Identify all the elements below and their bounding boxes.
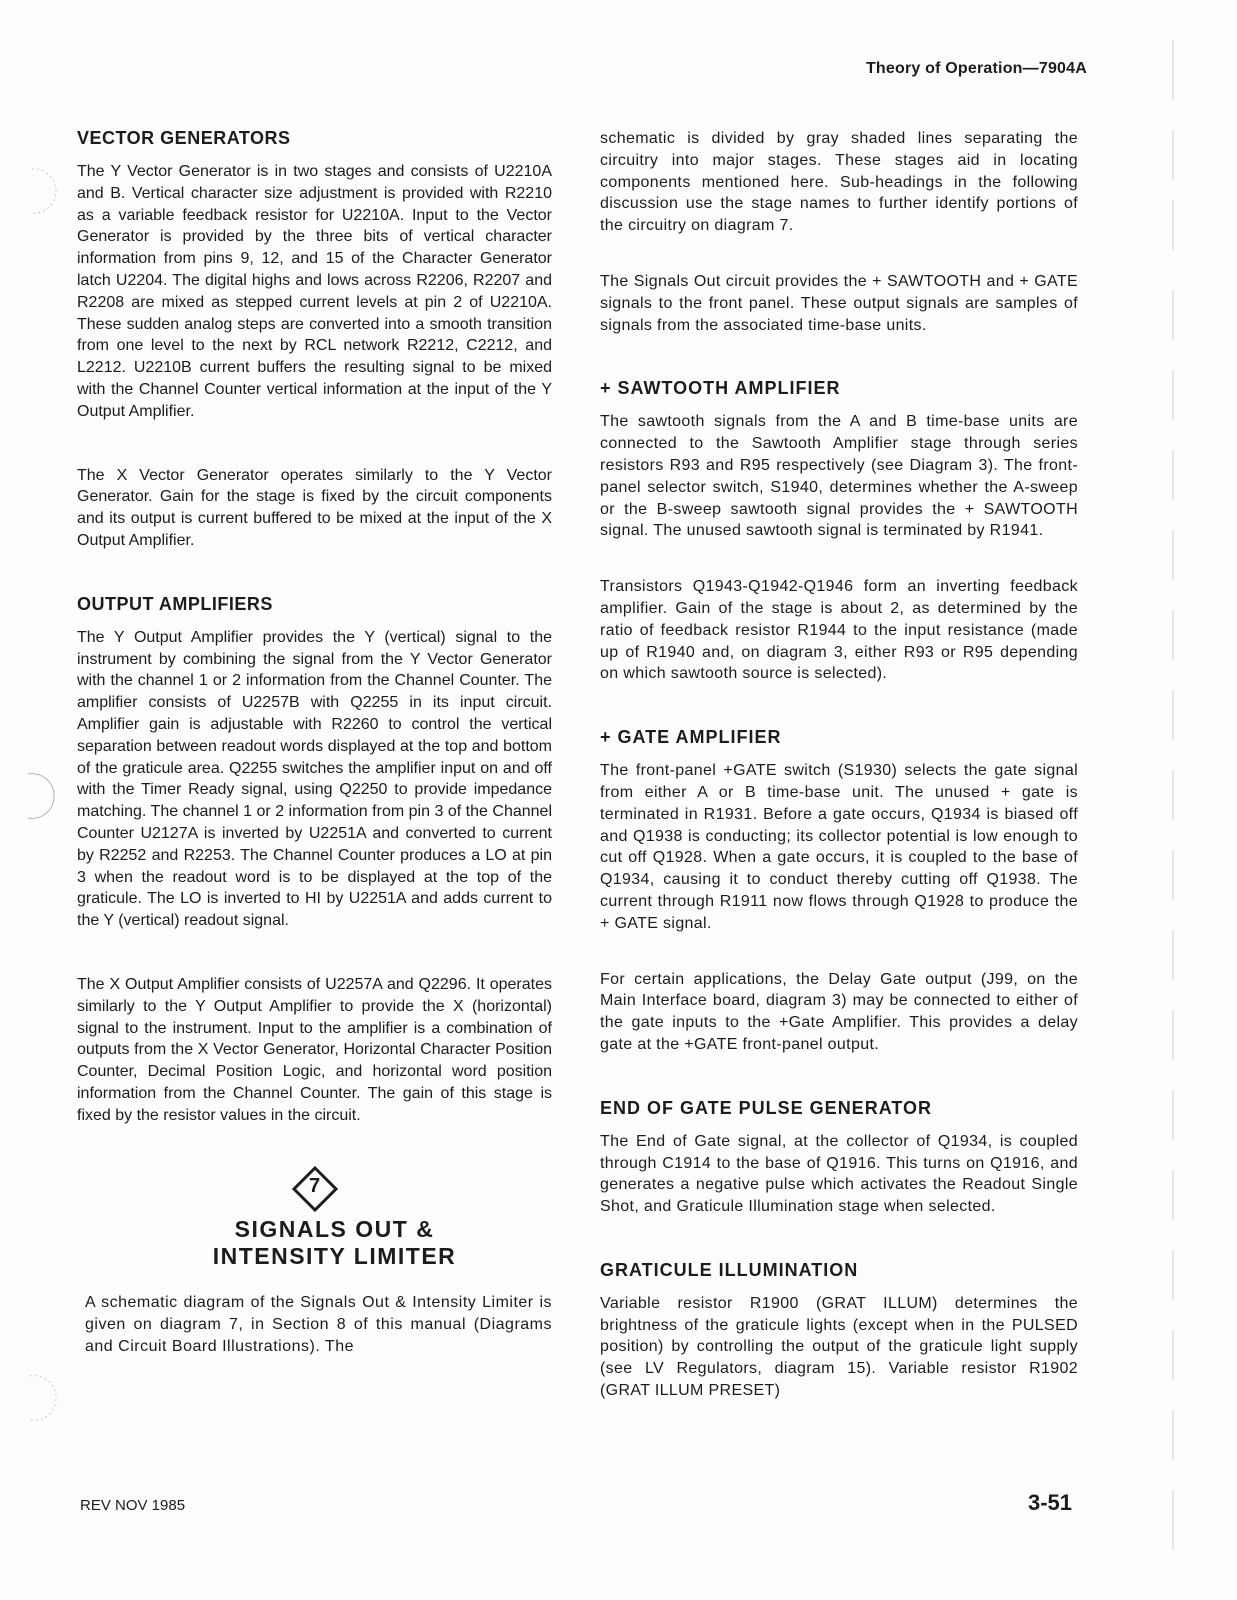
- diagram-title-line1: SIGNALS OUT &: [234, 1216, 435, 1243]
- diagram-number: 7: [308, 1175, 321, 1198]
- punch-hole-icon: [18, 165, 62, 217]
- paragraph-y-output-amplifier: The Y Output Amplifier provides the Y (vertical) signal to the instrument by combining the signal from the Y Vector Generator with the channel 1 or 2 information from the Channel Counter. The amplifier consists of U2257B with Q2255 in its input circuit. Amplifier gain is adjustable with R2260 to control the vertical separation between readout words displayed at the top and bottom of the graticule area. Q2255 switches the amplifier input on and off with the Timer Ready signal, using Q2250 to provide impedance matching. The channel 1 or 2 information from pin 3 of the Channel Counter U2127A is inverted by U2251A and converted to current by R2252 and R2253. The Channel Counter produces a LO at pin 3 when the readout word is to be displayed at the top of the graticule. The LO is inverted to HI by U2251A and adds current to the Y (vertical) readout signal.: [77, 628, 552, 930]
- paragraph-graticule-illumination: Variable resistor R1900 (GRAT ILLUM) determines the brightness of the graticule lights (except when in the PULSED position) by controlling the output of the graticule light supply (see LV Regulators, diagram 15). Variable resistor R1902 (GRAT ILLUM PRESET): [600, 1294, 1078, 1400]
- paragraph-y-vector-generator: The Y Vector Generator is in two stages and consists of U2210A and B. Vertical character size adjustment is provided with R2210 as a variable feedback resistor for U2210A. Input to the Vector Generator is provided by the three bits of vertical character information from pins 9, 12, and 15 of the Character Generator latch U2204. The digital highs and lows across R2206, R2207 and R2208 are mixed as stepped current levels at pin 2 of U2210A. These sudden analog steps are converted into a smooth transition from one level to the next by RCL network R2212, C2212, and L2212. U2210B current buffers the resulting signal to be mixed with the Channel Counter vertical information at the input of the Y Output Amplifier.: [77, 163, 552, 420]
- paragraph-gate-switch: The front-panel +GATE switch (S1930) selects the gate signal from either A or B time-base unit. The unused + gate is terminated in R1931. Before a gate occurs, Q1934 is biased off and Q1938 is conducting; its collector potential is low enough to cut off Q1928. When a gate occurs, it is coupled to the base of Q1934, causing it to conduct thereby cutting off Q1938. The current through R1911 now flows through Q1928 to produce the + GATE signal.: [600, 762, 1078, 932]
- section-heading-end-of-gate: END OF GATE PULSE GENERATOR: [600, 1097, 933, 1118]
- page-number: 3-51: [1027, 1490, 1072, 1515]
- diagram-number-diamond-icon: [292, 1166, 338, 1212]
- section-heading-output-amplifiers: OUTPUT AMPLIFIERS: [77, 593, 273, 614]
- punch-hole-icon: [18, 770, 62, 822]
- paragraph-sawtooth-signals: The sawtooth signals from the A and B time-base units are connected to the Sawtooth Amplifier stage through series resistors R93 and R95 respectively (see Diagram 3). The front-panel selector switch, S1940, determines whether the A-sweep or the B-sweep sawtooth signal provides the + SAWTOOTH signal. The unused sawtooth signal is terminated by R1941.: [600, 413, 1078, 540]
- section-heading-sawtooth-amplifier: + SAWTOOTH AMPLIFIER: [600, 378, 841, 399]
- diagram-heading: [77, 1166, 552, 1270]
- paragraph-end-of-gate: The End of Gate signal, at the collector of Q1934, is coupled through C1914 to the base of Q1916. This turns on Q1916, and generates a negative pulse which activates the Readout Single Shot, and Graticule Illumination stage when selected.: [600, 1132, 1078, 1216]
- paragraph-signals-out: The Signals Out circuit provides the + SAWTOOTH and + GATE signals to the front panel. These output signals are samples of signals from the associated time-base units.: [600, 272, 1078, 334]
- section-heading-gate-amplifier: + GATE AMPLIFIER: [600, 727, 782, 748]
- punch-hole-icon: [18, 1372, 62, 1424]
- paragraph-sawtooth-transistors: Transistors Q1943-Q1942-Q1946 form an inverting feedback amplifier. Gain of the stage is about 2, as determined by the ratio of feedback resistor R1944 to the input resistance (made up of R1940 and, on diagram 3, either R93 or R95 depending on which sawtooth source is selected).: [600, 578, 1078, 683]
- paragraph-x-vector-generator: The X Vector Generator operates similarly to the Y Vector Generator. Gain for the stage is fixed by the circuit components and its output is current buffered to be mixed at the input of the X Output Amplifier.: [77, 466, 552, 549]
- paragraph-delay-gate: For certain applications, the Delay Gate output (J99, on the Main Interface board, diagram 3) may be connected to either of the gate inputs to the +Gate Amplifier. This provides a delay gate at the +GATE front-panel output.: [600, 970, 1078, 1053]
- running-header: Theory of Operation—7904A: [865, 60, 1087, 77]
- diagram-title-line2: INTENSITY LIMITER: [212, 1243, 457, 1270]
- page-edge-marks: [1161, 40, 1175, 1560]
- left-column: [77, 128, 552, 1358]
- section-heading-graticule-illumination: GRATICULE ILLUMINATION: [600, 1259, 859, 1280]
- section-heading-vector-generators: VECTOR GENERATORS: [77, 128, 291, 148]
- paragraph-x-output-amplifier: The X Output Amplifier consists of U2257A and Q2296. It operates similarly to the Y Output Amplifier to provide the X (horizontal) signal to the instrument. Input to the amplifier is a combination of outputs from the X Vector Generator, Horizontal Character Position Counter, Decimal Position Logic, and horizontal word position information from the Channel Counter. The gain of this stage is fixed by the resistor values in the circuit.: [77, 975, 552, 1124]
- paragraph-schematic-continued: schematic is divided by gray shaded lines separating the circuitry into major stages. These stages aid in locating components mentioned here. Sub-headings in the following discussion use the stage names to further identify portions of the circuitry on diagram 7.: [600, 130, 1078, 235]
- paragraph-diagram-intro: A schematic diagram of the Signals Out & Intensity Limiter is given on diagram 7, in Section 8 of this manual (Diagrams and Circuit Board Illustrations). The: [85, 1294, 552, 1356]
- right-column: [600, 128, 1078, 1402]
- revision-date: REV NOV 1985: [80, 1497, 186, 1514]
